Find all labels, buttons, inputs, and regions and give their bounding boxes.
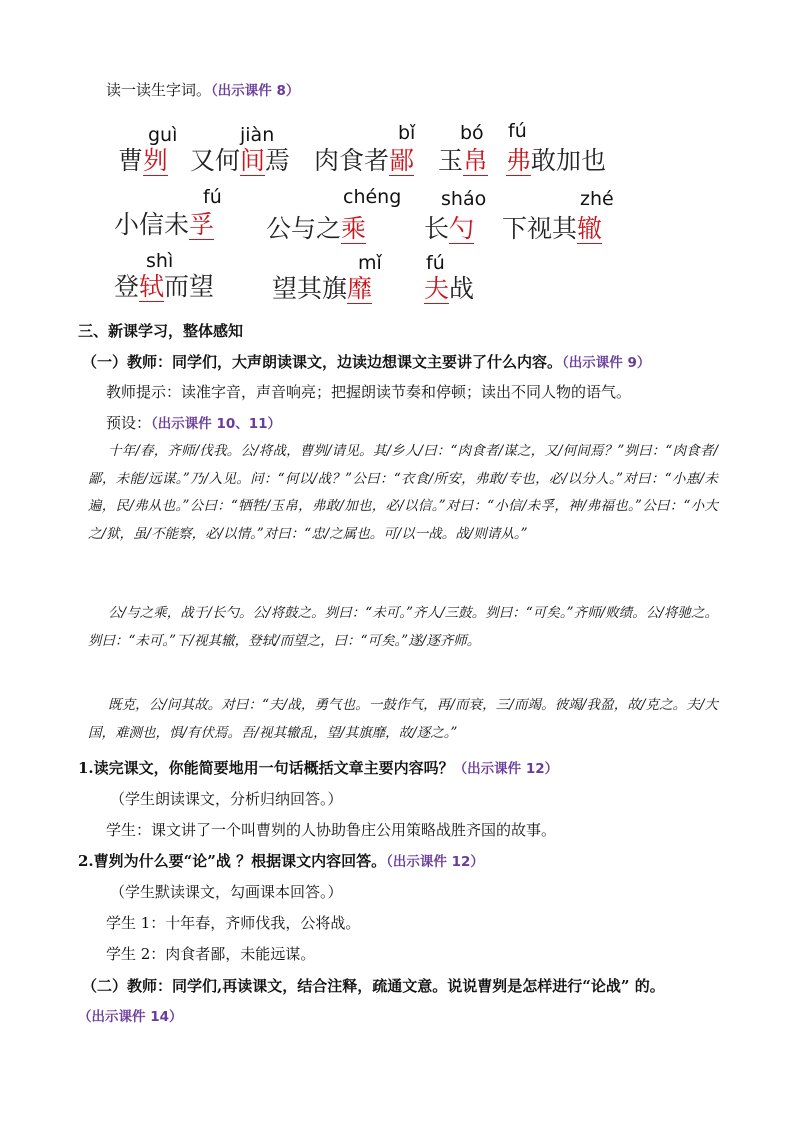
- pinyin: fú: [508, 120, 527, 142]
- pinyin: bǐ: [398, 122, 416, 144]
- instruction-text: （一）教师：同学们，大声朗读课文，边读边想课文主要讲了什么内容。: [82, 353, 563, 371]
- highlighted-char: 间: [240, 146, 266, 175]
- pinyin: zhé: [580, 188, 614, 210]
- plain-char: 小信未: [114, 210, 190, 239]
- vocab-word: [114, 272, 214, 302]
- vocab-word: [190, 146, 290, 176]
- question-text: 1.读完课文，你能简要地用一句话概括文章主要内容吗？: [78, 759, 454, 777]
- pinyin: guì: [148, 124, 178, 146]
- vocab-word: [438, 146, 488, 176]
- plain-char: 玉: [438, 146, 464, 175]
- part1-instruction: [82, 352, 650, 373]
- highlighted-char: 鄙: [389, 146, 415, 175]
- preset-line: [106, 413, 281, 434]
- question-1: [78, 758, 558, 779]
- plain-char: 下视其: [502, 214, 578, 243]
- highlighted-char: 孚: [189, 210, 215, 239]
- highlighted-char: 靡: [347, 274, 373, 303]
- pinyin: chéng: [343, 186, 402, 208]
- plain-char: 望其旗: [272, 274, 348, 303]
- highlighted-char: 弗: [506, 146, 532, 175]
- intro-line: [106, 80, 299, 101]
- vocab-word: [118, 146, 168, 176]
- section-heading: 三、新课学习，整体感知: [78, 322, 244, 340]
- plain-char: 公与之: [266, 214, 342, 243]
- teacher-tip: 教师提示：读准字音，声音响亮；把握朗读节奏和停顿；读出不同人物的语气。: [106, 383, 632, 401]
- plain-char: 肉食者: [314, 146, 390, 175]
- vocab-word: [272, 274, 372, 304]
- courseware-ref: （出示课件 14）: [78, 1009, 183, 1025]
- plain-char: 战: [449, 274, 475, 303]
- vocab-word: [114, 210, 214, 240]
- part2-instruction: （二）教师：同学们,再读课文，结合注释，疏通文意。说说曹刿是怎样进行“论战” 的。: [82, 977, 665, 995]
- highlighted-char: 夫: [424, 274, 450, 303]
- courseware-ref: （出示课件 12）: [386, 854, 484, 870]
- courseware-ref: （出示课件 9）: [562, 355, 651, 371]
- highlighted-char: 轼: [139, 272, 165, 301]
- plain-char: 长: [424, 214, 450, 243]
- vocab-word: [502, 214, 602, 244]
- part2-ref-line: [78, 1006, 183, 1027]
- plain-char: 敢加也: [531, 146, 607, 175]
- student-answer: 学生 2：肉食者鄙，未能远谋。: [106, 945, 316, 963]
- pinyin: sháo: [441, 188, 487, 210]
- question-text: 2.曹刿为什么要“论”战 ？根据课文内容回答。: [78, 852, 387, 870]
- pinyin: fú: [203, 186, 222, 208]
- courseware-ref: （出示课件 8）: [211, 83, 300, 99]
- plain-char: 而望: [164, 272, 215, 301]
- vocab-word: [266, 214, 366, 244]
- vocab-word: [424, 214, 474, 244]
- highlighted-char: 帛: [463, 146, 489, 175]
- plain-char: 登: [114, 272, 140, 301]
- preset-label: 预设：: [106, 414, 152, 432]
- pinyin: jiàn: [240, 124, 275, 146]
- courseware-ref: （出示课件 12）: [453, 761, 559, 777]
- student-answer: 学生：课文讲了一个叫曹刿的人协助鲁庄公用策略战胜齐国的故事。: [106, 821, 557, 839]
- pinyin: bó: [460, 122, 484, 144]
- highlighted-char: 乘: [341, 214, 367, 243]
- passage-paragraph-2: 公/与之乘，战于/长勺。公/将鼓之。刿曰：“未可。”齐人/三鼓。刿曰：“可矣。”齐师/败绩。公/将驰之。刿曰：“未可。”下/视其辙，登轼/而望之，曰：“可矣。”遂/逐齐师。: [88, 605, 718, 649]
- plain-char: 焉: [265, 146, 291, 175]
- intro-text: 读一读生字词。: [106, 81, 212, 99]
- passage-paragraph-3: 既克，公/问其故。对曰：“夫/战，勇气也。一鼓作气，再/而衰，三/而竭。彼竭/我盈，故/克之。夫/大国，难测也，惧/有伏焉。吾/视其辙乱，望/其旗靡，故/逐之。”: [88, 697, 718, 741]
- vocab-word: [424, 274, 474, 304]
- pinyin: fú: [426, 252, 445, 274]
- student-note: （学生朗读课文，分析归纳回答。）: [110, 790, 343, 808]
- student-note: （学生默读课文，勾画课本回答。）: [110, 883, 343, 901]
- highlighted-char: 勺: [449, 214, 475, 243]
- courseware-ref: （出示课件 10、11）: [151, 416, 282, 432]
- passage-paragraph-1: 十年/春，齐师/伐我。公/将战，曹刿/请见。其/乡人/曰：“肉食者/谋之，又/何间焉？”刿曰：“肉食者/鄙，未能/远谋。”乃/入见。问：“何以/战？”公曰：“衣食/所安，弗敢/专也，必/以分人。”对曰：“小惠/未遍，民/弗从也。”公曰：“牺牲/玉帛，弗敢/加也，必/以信。”对曰：“小信/未孚，神/弗福也。”公曰：“小大之/狱，虽/不能察，必/以情。”对曰：“忠/之属也。可/以一战。战/则请从。”: [88, 443, 718, 542]
- plain-char: 曹: [118, 146, 144, 175]
- pinyin: mǐ: [358, 252, 382, 274]
- vocab-word: [506, 146, 606, 176]
- pinyin: shì: [146, 250, 174, 272]
- plain-char: 又何: [190, 146, 241, 175]
- vocab-word: [314, 146, 414, 176]
- highlighted-char: 刿: [143, 146, 169, 175]
- question-2: [78, 851, 484, 872]
- highlighted-char: 辙: [577, 214, 603, 243]
- student-answer: 学生 1：十年春，齐师伐我，公将战。: [106, 914, 361, 932]
